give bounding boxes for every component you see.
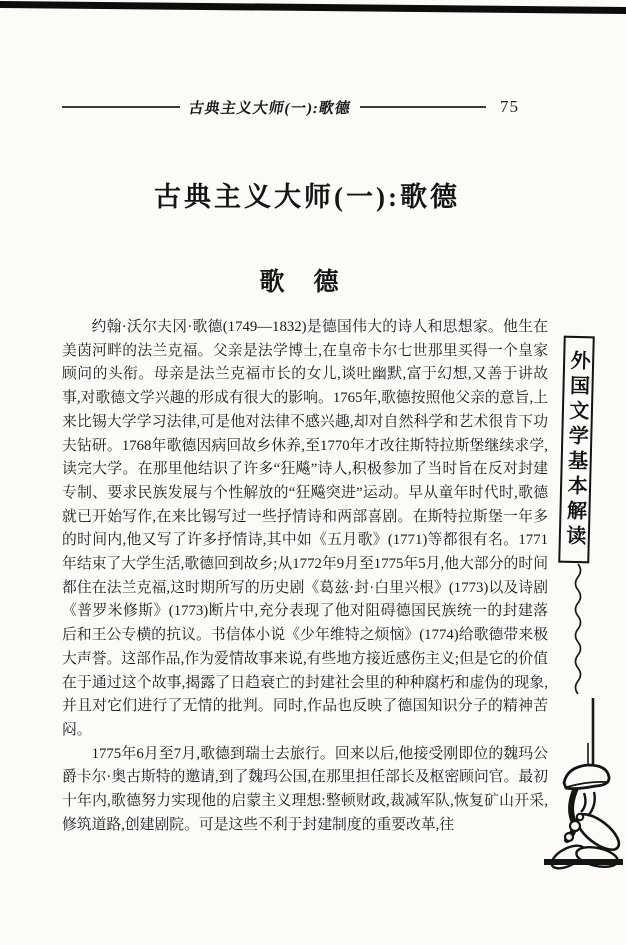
seated-figure-ornament-icon (544, 765, 624, 873)
header-rule-left (62, 106, 180, 108)
chapter-title: 古典主义大师(一):歌德 (154, 182, 460, 212)
body-text (62, 316, 548, 837)
right-margin-decorations (540, 560, 626, 890)
series-label-text: 外国文学基本解读 (562, 349, 590, 550)
series-label-tab (558, 336, 595, 564)
section-title: 歌 德 (259, 269, 341, 296)
page-number: 75 (500, 97, 519, 116)
body-paragraph-1: 约翰·沃尔夫冈·歌德(1749—1832)是德国伟大的诗人和思想家。他生在美茵河畔的法兰克福。父亲是法学博士,在皇帝卡尔七世那里买得一个皇家顾问的头衔。母亲是法兰克福市长的女儿,谈吐幽默,富于幻想,又善于讲故事,对歌德文学兴趣的形成有很大的影响。1765年,歌德按照他父亲的意旨,上来比锡大学学习法律,可是他对法律不感兴趣,却对自然科学和艺术很肯下功夫钻研。1768年歌德因病回故乡休养,至1770年才改往斯特拉斯堡继续求学,读完大学。在那里他结识了许多“狂飚”诗人,积极参加了当时旨在反对封建专制、要求民族发展与个性解放的“狂飚突进”运动。早从童年时代时,歌德就已开始写作,在来比锡写过一些抒情诗和两部喜剧。在斯特拉斯堡一年多的时间内,他又写了许多抒情诗,其中如《五月歌》(1771)等都很有名。1771年结束了大学生活,歌德回到故乡;从1772年9月至1775年5月,他大部分的时间都住在法兰克福,这时期所写的历史剧《葛兹·封·白里兴根》(1773)以及诗剧《普罗米修斯》(1773)断片中,充分表现了他对阻碍德国民族统一的封建落后和王公专横的抗议。书信体小说《少年维特之烦恼》(1774)给歌德带来极大声誉。这部作品,作为爱情故事来说,有些地方接近感伤主义;但是它的价值在于通过这个故事,揭露了日趋衰亡的封建社会里的种种腐朽和虚伪的现象,并且对它们进行了无情的批判。同时,作品也反映了德国知识分子的精神苦闷。 (62, 319, 548, 738)
top-edge-scan-bar (0, 0, 626, 18)
running-header (62, 96, 562, 118)
body-paragraph-2: 1775年6月至7月,歌德到瑞士去旅行。回来以后,他接受刚即位的魏玛公爵卡尔·奥古斯特的邀请,到了魏玛公国,在那里担任部长及枢密顾问官。最初十年内,歌德努力实现他的启蒙主义理想:整顿财政,裁减军队,恢复矿山开采,修筑道路,创建剧院。可是这些不利于封建制度的重要改革,往 (62, 745, 548, 833)
squiggle-line (576, 564, 581, 694)
running-title: 古典主义大师(一):歌德 (187, 100, 353, 117)
header-rule-right (360, 106, 486, 108)
ornament-stem (588, 698, 593, 774)
